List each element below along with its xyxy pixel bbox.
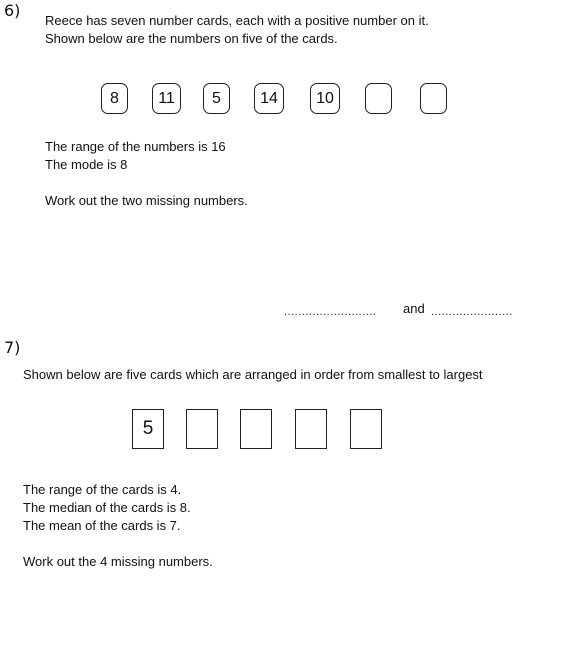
number-card bbox=[254, 83, 284, 114]
answer-and: and bbox=[403, 301, 425, 316]
blank-card bbox=[295, 409, 327, 449]
q6-intro-line-1: Reece has seven number cards, each with a positive number on it. bbox=[45, 13, 429, 28]
blank-card bbox=[186, 409, 218, 449]
question-6-number: 6) bbox=[4, 1, 21, 20]
q7-fact-median: The median of the cards is 8. bbox=[23, 500, 191, 515]
q7-fact-mean: The mean of the cards is 7. bbox=[23, 518, 181, 533]
answer-blank-1: .......................... bbox=[284, 306, 377, 318]
q6-intro-line-2: Shown below are the numbers on five of the cards. bbox=[45, 31, 338, 46]
card-value: 14 bbox=[260, 89, 278, 107]
card-value: 10 bbox=[316, 89, 334, 107]
q6-fact-mode: The mode is 8 bbox=[45, 157, 128, 172]
answer-blank-2: ....................... bbox=[431, 306, 513, 318]
question-7-number: 7) bbox=[4, 338, 21, 357]
card-value: 11 bbox=[158, 89, 175, 107]
number-card bbox=[310, 83, 340, 114]
blank-card bbox=[240, 409, 272, 449]
q7-task: Work out the 4 missing numbers. bbox=[23, 554, 213, 569]
number-card bbox=[152, 83, 181, 114]
card-value: 5 bbox=[212, 89, 221, 107]
number-card bbox=[101, 83, 128, 114]
blank-card bbox=[365, 83, 392, 114]
q6-fact-range: The range of the numbers is 16 bbox=[45, 139, 226, 154]
number-card bbox=[203, 83, 230, 114]
q6-task: Work out the two missing numbers. bbox=[45, 193, 248, 208]
blank-card bbox=[420, 83, 447, 114]
q7-intro: Shown below are five cards which are arranged in order from smallest to largest bbox=[23, 367, 483, 382]
blank-card bbox=[350, 409, 382, 449]
q7-fact-range: The range of the cards is 4. bbox=[23, 482, 182, 497]
card-value: 8 bbox=[110, 89, 119, 107]
number-card bbox=[132, 409, 164, 449]
card-value: 5 bbox=[142, 418, 154, 439]
